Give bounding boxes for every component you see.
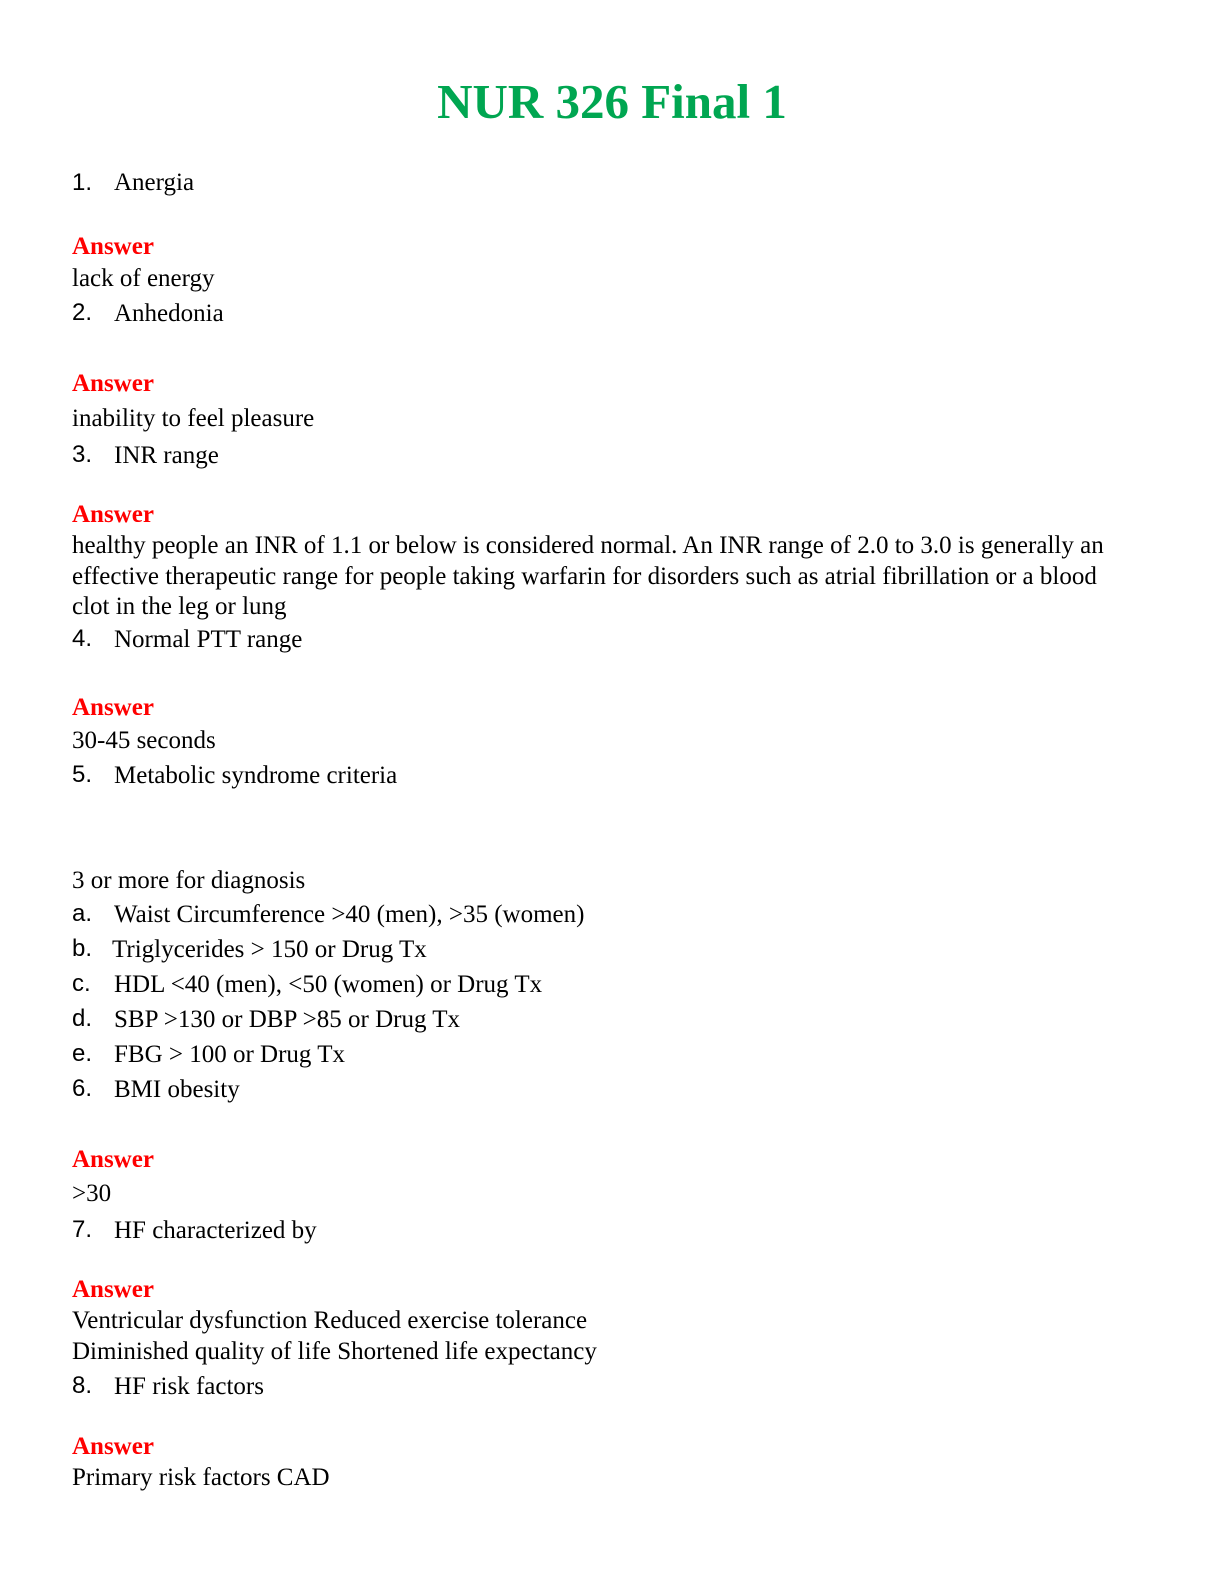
answer-label: Answer	[72, 370, 154, 397]
sub-item-letter: d.	[72, 1005, 93, 1032]
item-number: 3.	[72, 441, 93, 468]
document-title: NUR 326 Final 1	[437, 74, 787, 129]
answer-label: Answer	[72, 1433, 154, 1460]
question-text: Anergia	[114, 169, 195, 196]
answer-text-line: Diminished quality of life Shortened life expectancy	[72, 1338, 597, 1365]
question-text: BMI obesity	[114, 1076, 240, 1103]
sub-item-text: HDL <40 (men), <50 (women) or Drug Tx	[114, 971, 543, 998]
sub-item-text: FBG > 100 or Drug Tx	[114, 1041, 346, 1068]
answer-label: Answer	[72, 233, 154, 260]
item-number: 1.	[72, 169, 93, 196]
question-text: HF characterized by	[114, 1217, 317, 1244]
answer-label: Answer	[72, 1276, 154, 1303]
question-text: Normal PTT range	[114, 626, 303, 653]
answer-text: >30	[72, 1180, 112, 1207]
answer-label: Answer	[72, 501, 154, 528]
question-text: Anhedonia	[114, 300, 224, 327]
sub-item-letter: c.	[72, 970, 91, 997]
answer-text: 3 or more for diagnosis	[72, 867, 306, 894]
item-number: 8.	[72, 1372, 93, 1399]
sub-item-letter: b.	[72, 935, 93, 962]
sub-item-text: Waist Circumference >40 (men), >35 (women)	[114, 901, 585, 928]
item-number: 5.	[72, 761, 93, 788]
answer-text: lack of energy	[72, 265, 215, 292]
answer-text: 30-45 seconds	[72, 727, 216, 754]
question-text: HF risk factors	[114, 1373, 264, 1400]
question-text: INR range	[114, 442, 219, 469]
item-number: 6.	[72, 1075, 93, 1102]
item-number: 2.	[72, 299, 93, 326]
answer-label: Answer	[72, 694, 154, 721]
sub-item-letter: e.	[72, 1040, 93, 1067]
answer-text: inability to feel pleasure	[72, 405, 315, 432]
item-number: 4.	[72, 625, 93, 652]
sub-item-text: SBP >130 or DBP >85 or Drug Tx	[114, 1006, 461, 1033]
answer-text: healthy people an INR of 1.1 or below is considered normal. An INR range of 2.0 to 3.0 is generally an effective therapeutic range for people taking warfarin for disorders such as atrial fibrillation or a blood clot in the leg or lung	[72, 532, 1104, 620]
sub-item-text: Triglycerides > 150 or Drug Tx	[112, 936, 427, 963]
answer-text: Primary risk factors CAD	[72, 1464, 330, 1491]
item-number: 7.	[72, 1216, 93, 1243]
answer-text-line: Ventricular dysfunction Reduced exercise tolerance	[72, 1307, 588, 1334]
answer-label: Answer	[72, 1146, 154, 1173]
sub-item-letter: a.	[72, 900, 93, 927]
question-text: Metabolic syndrome criteria	[114, 762, 398, 789]
